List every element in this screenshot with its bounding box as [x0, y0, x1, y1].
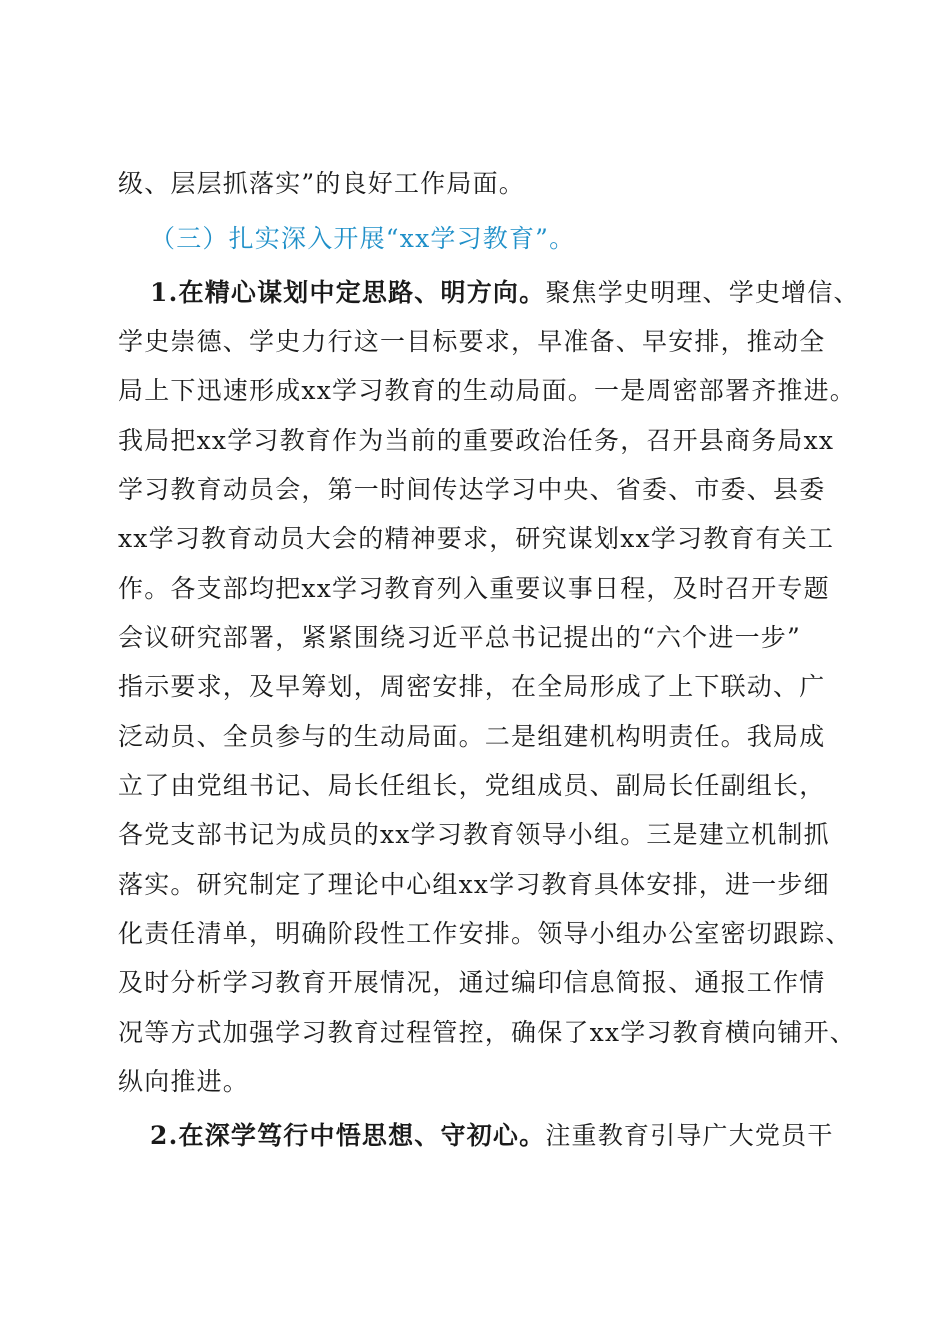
line-text: 聚焦学史明理、学史增信、	[545, 278, 860, 307]
line-text: 化责任清单，明确阶段性工作安排。领导小组办公室密切跟踪、	[118, 919, 852, 948]
line-text: 注重教育引导广大党员干	[545, 1121, 834, 1150]
line-text: 会议研究部署，紧紧围绕习近平总书记提出的“六个进一步”	[118, 623, 801, 652]
paragraph-line	[118, 374, 858, 408]
paragraph-line	[118, 868, 858, 902]
line-text: 局上下迅速形成xx学习教育的生动局面。一是周密部署齐推进。	[118, 376, 857, 405]
paragraph-line	[118, 325, 858, 359]
line-text: 指示要求，及早筹划，周密安排，在全局形成了上下联动、广	[118, 672, 826, 701]
line-text: 级、层层抓落实”的良好工作局面。	[118, 169, 525, 198]
line-text: 况等方式加强学习教育过程管控，确保了xx学习教育横向铺开、	[118, 1018, 857, 1047]
line-text: 学史崇德、学史力行这一目标要求，早准备、早安排，推动全	[118, 327, 826, 356]
paragraph-line	[118, 572, 858, 606]
paragraph-line	[118, 167, 858, 201]
paragraph-line	[118, 522, 858, 556]
paragraph-line	[118, 1065, 858, 1099]
line-text: xx学习教育动员大会的精神要求，研究谋划xx学习教育有关工	[118, 524, 835, 553]
line-text: 及时分析学习教育开展情况，通过编印信息简报、通报工作情	[118, 968, 826, 997]
paragraph-line	[118, 424, 858, 458]
section-heading-text: （三）扎实深入开展“xx学习教育”。	[150, 224, 576, 253]
line-text: 学习教育动员会，第一时间传达学习中央、省委、市委、县委	[118, 475, 826, 504]
line-text: 泛动员、全员参与的生动局面。二是组建机构明责任。我局成	[118, 722, 826, 751]
paragraph-line	[118, 720, 858, 754]
paragraph-line	[118, 670, 858, 704]
line-text: 作。各支部均把xx学习教育列入重要议事日程，及时召开专题	[118, 574, 830, 603]
line-text: 落实。研究制定了理论中心组xx学习教育具体安排，进一步细	[118, 870, 830, 899]
paragraph-line	[118, 1016, 858, 1050]
subheading-text: 1.在精心谋划中定思路、明方向。	[150, 278, 546, 307]
line-text: 各党支部书记为成员的xx学习教育领导小组。三是建立机制抓	[118, 820, 830, 849]
paragraph-line	[118, 966, 858, 1000]
paragraph-line	[118, 621, 858, 655]
paragraph-line	[118, 473, 858, 507]
line-text: 我局把xx学习教育作为当前的重要政治任务，召开县商务局xx	[118, 426, 835, 455]
line-text: 纵向推进。	[118, 1067, 250, 1096]
line-text: 立了由党组书记、局长任组长，党组成员、副局长任副组长，	[118, 771, 826, 800]
paragraph-line	[150, 1119, 890, 1153]
paragraph-line	[118, 818, 858, 852]
paragraph-line	[118, 917, 858, 951]
subheading-text: 2.在深学笃行中悟思想、守初心。	[150, 1121, 546, 1150]
section-heading	[150, 222, 890, 256]
paragraph-line	[118, 769, 858, 803]
paragraph-line	[150, 276, 890, 310]
